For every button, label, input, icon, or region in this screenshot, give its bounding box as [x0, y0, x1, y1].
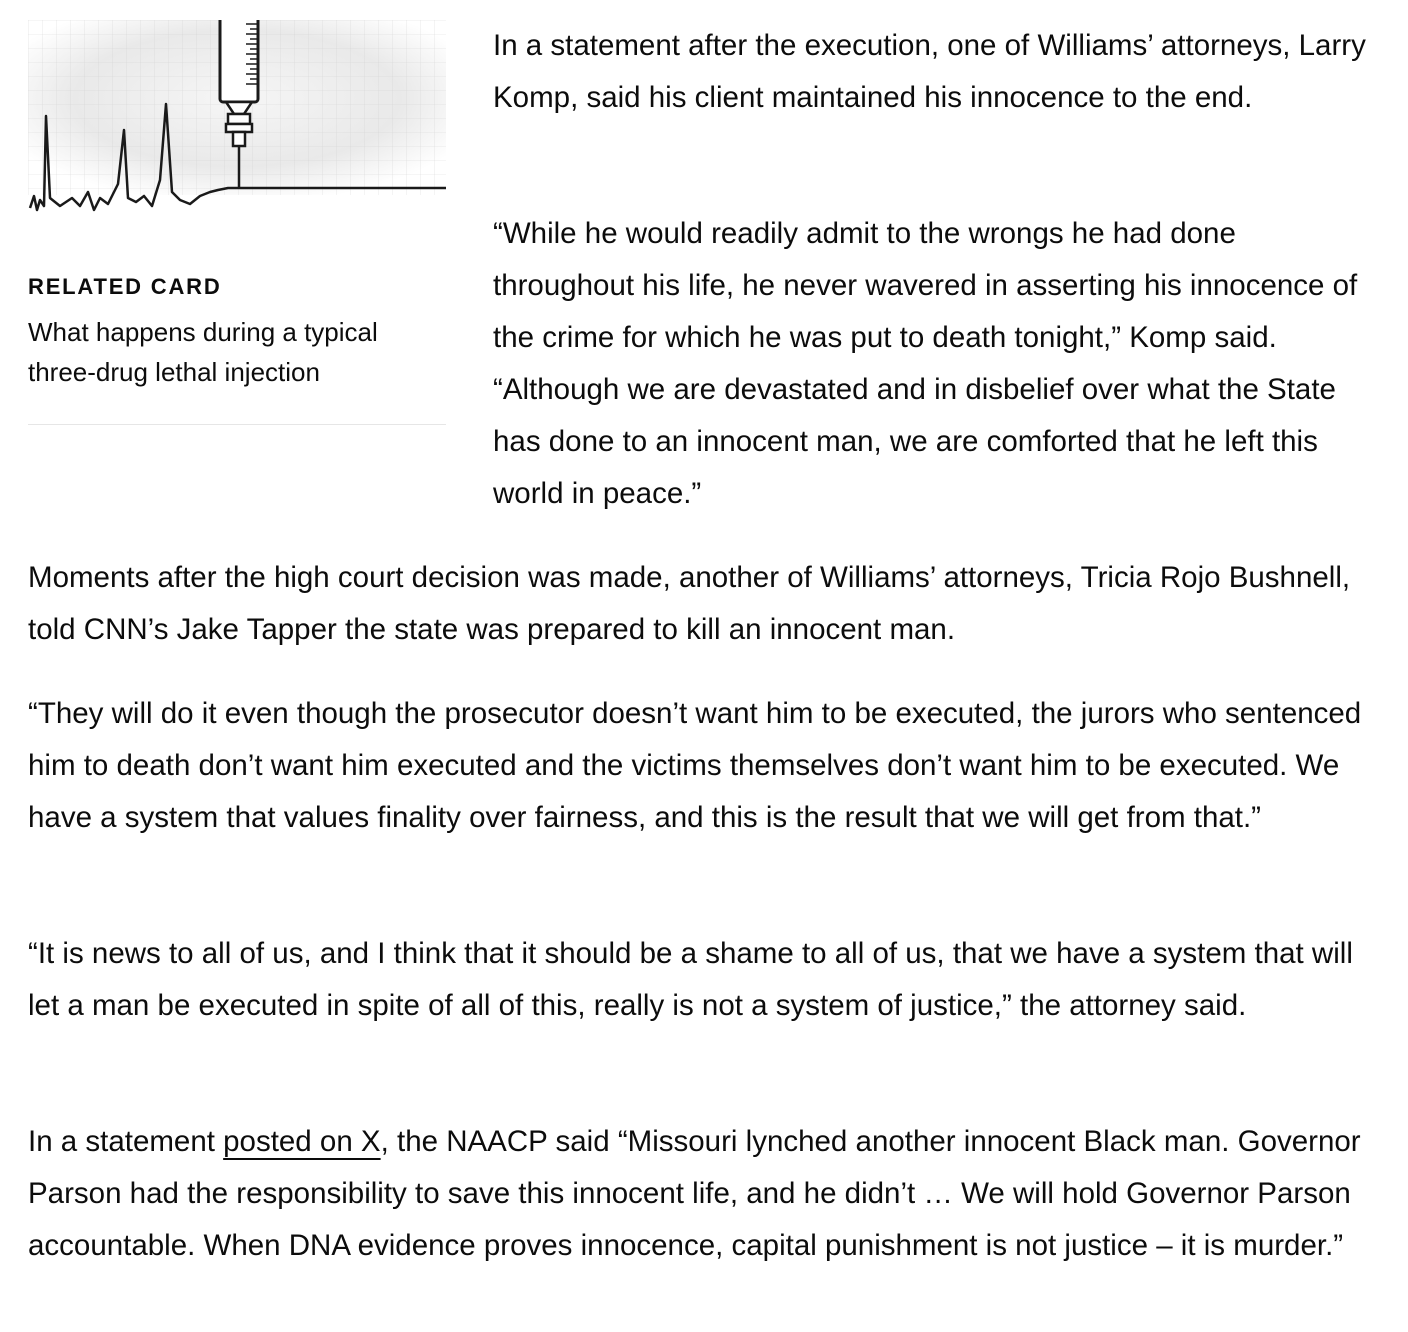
related-card[interactable]	[28, 20, 446, 425]
paragraph-komp-quote: “While he would readily admit to the wrongs he had done throughout his life, he never wavered in asserting his innocence of the crime for which he was put to death tonight,” Komp said. “Although we are devastated and in disbelief over what the State has done to an innocent man, we are comforted that he left this world in peace.”	[493, 217, 1358, 510]
posted-on-x-link[interactable]: posted on X	[223, 1125, 381, 1158]
paragraph-naacp-statement	[28, 1116, 1380, 1272]
paragraph-naacp-lead: In a statement	[28, 1125, 224, 1158]
paragraph-bushnell-intro: Moments after the high court decision was made, another of Williams’ attorneys, Tricia Rojo Bushnell, told CNN’s Jake Tapper the state was prepared to kill an innocent man.	[28, 561, 1351, 646]
syringe-heartbeat-illustration-icon	[28, 20, 446, 220]
related-card-kicker: RELATED CARD	[28, 274, 222, 299]
related-card-title[interactable]: What happens during a typical three-drug lethal injection	[28, 317, 378, 387]
paragraph-bushnell-quote-2: “It is news to all of us, and I think that it should be a shame to all of us, that we have a system that will let a man be executed in spite of all of this, really is not a system of justice,” the attorney said.	[28, 937, 1353, 1022]
paragraph-komp-statement: In a statement after the execution, one of Williams’ attorneys, Larry Komp, said his client maintained his innocence to the end.	[493, 29, 1366, 114]
paragraph-bushnell-quote-1: “They will do it even though the prosecutor doesn’t want him to be executed, the jurors who sentenced him to death don’t want him executed and the victims themselves don’t want him to be executed. We have a system that values finality over fairness, and this is the result that we will get from that.”	[28, 697, 1362, 834]
paragraph-naacp-quote: , the NAACP said “Missouri lynched another innocent Black man. Governor Parson had the responsibility to save this innocent life, and he didn’t … We will hold Governor Parson accountable. When DNA evidence proves innocence, capital punishment is not justice – it is murder.”	[28, 1125, 1361, 1262]
